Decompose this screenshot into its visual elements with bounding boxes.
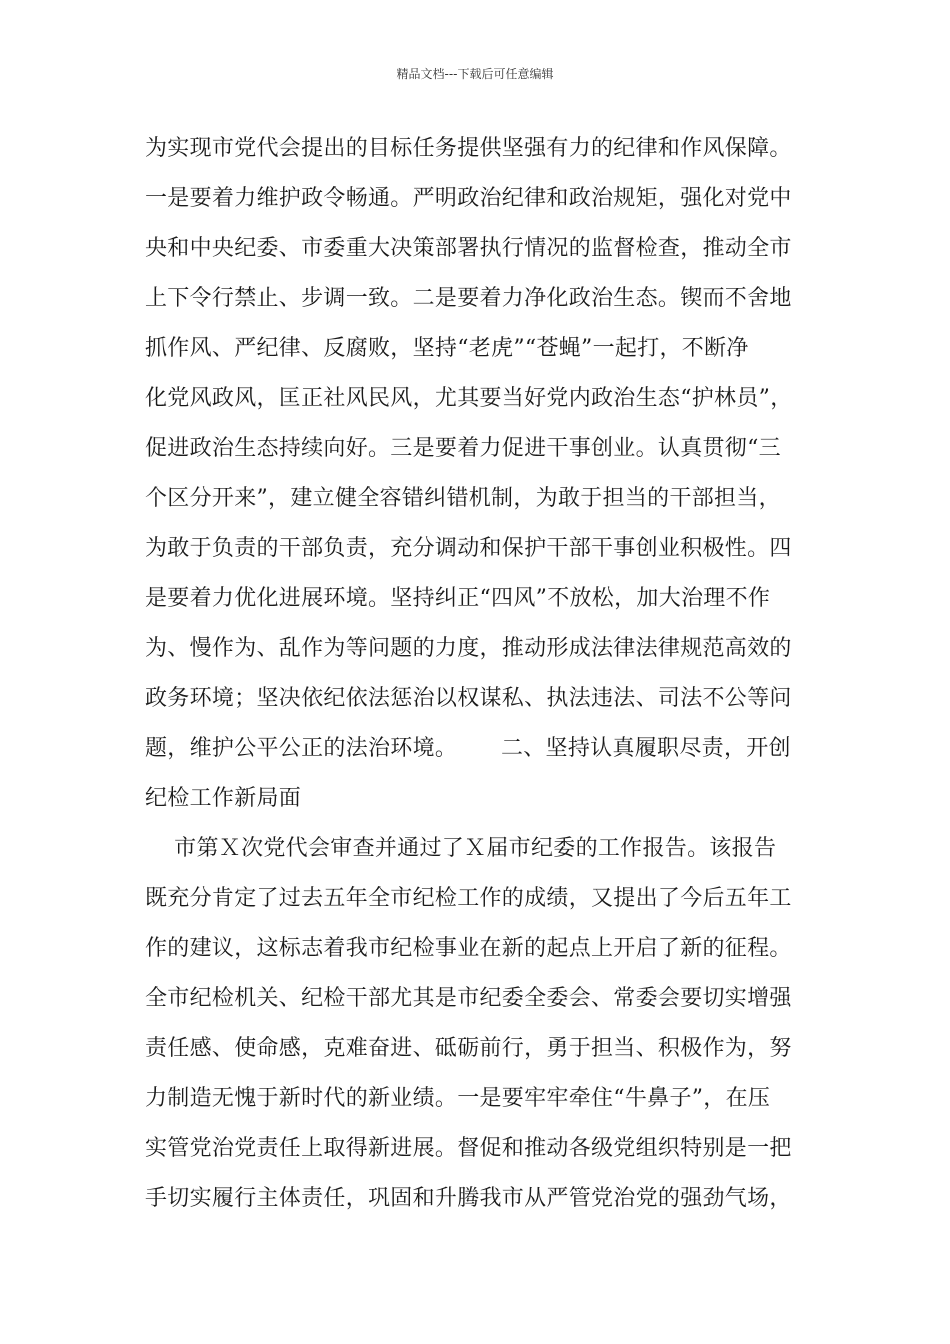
- text-line: 化党风政风，匡正社风民风，尤其要当好党内政治生态“护林员”，: [145, 386, 793, 411]
- text-line: 央和中央纪委、市委重大决策部署执行情况的监督检查，推动全市: [145, 236, 792, 261]
- page-header: 精品文档---下载后可任意编辑: [396, 67, 554, 81]
- document-body: [145, 124, 815, 1224]
- text-line: 题，维护公平公正的法治环境。 二、坚持认真履职尽责，开创: [145, 736, 791, 761]
- text-line: 为敢于负责的干部负责，充分调动和保护干部干事创业积极性。四: [145, 536, 792, 561]
- text-line: 作的建议，这标志着我市纪检事业在新的起点上开启了新的征程。: [145, 936, 792, 961]
- text-line: 个区分开来”，建立健全容错纠错机制，为敢于担当的干部担当，: [145, 486, 781, 511]
- text-line: 手切实履行主体责任，巩固和升腾我市从严管党治党的强劲气场，: [145, 1186, 792, 1211]
- text-line: 抓作风、严纪律、反腐败，坚持“老虎”“苍蝇”一起打，不断净: [145, 336, 749, 361]
- text-line: 政务环境；坚决依纪依法惩治以权谋私、执法违法、司法不公等问: [145, 686, 792, 711]
- text-line: 上下令行禁止、步调一致。二是要着力净化政治生态。锲而不舍地: [145, 286, 792, 311]
- text-line: 为实现市党代会提出的目标任务提供坚强有力的纪律和作风保障。: [145, 136, 792, 161]
- text-line: 促进政治生态持续向好。三是要着力促进干事创业。认真贯彻“三: [145, 436, 781, 461]
- text-line: 一是要着力维护政令畅通。严明政治纪律和政治规矩，强化对党中: [145, 186, 792, 211]
- text-line: 为、慢作为、乱作为等问题的力度，推动形成法律法律规范高效的: [145, 636, 792, 661]
- text-line: 力制造无愧于新时代的新业绩。一是要牢牢牵住“牛鼻子”，在压: [145, 1086, 771, 1111]
- text-line: 纪检工作新局面: [145, 786, 302, 811]
- paragraph-start-line: 市第Ｘ次党代会审查并通过了Ｘ届市纪委的工作报告。该报告: [145, 836, 777, 861]
- text-line: 是要着力优化进展环境。坚持纠正“四风”不放松，加大治理不作: [145, 586, 771, 611]
- text-line: 全市纪检机关、纪检干部尤其是市纪委全委会、常委会要切实增强: [145, 986, 792, 1011]
- text-line: 既充分肯定了过去五年全市纪检工作的成绩，又提出了今后五年工: [145, 886, 792, 911]
- text-line: 责任感、使命感，克难奋进、砥砺前行，勇于担当、积极作为，努: [145, 1036, 792, 1061]
- text-line: 实管党治党责任上取得新进展。督促和推动各级党组织特别是一把: [145, 1136, 792, 1161]
